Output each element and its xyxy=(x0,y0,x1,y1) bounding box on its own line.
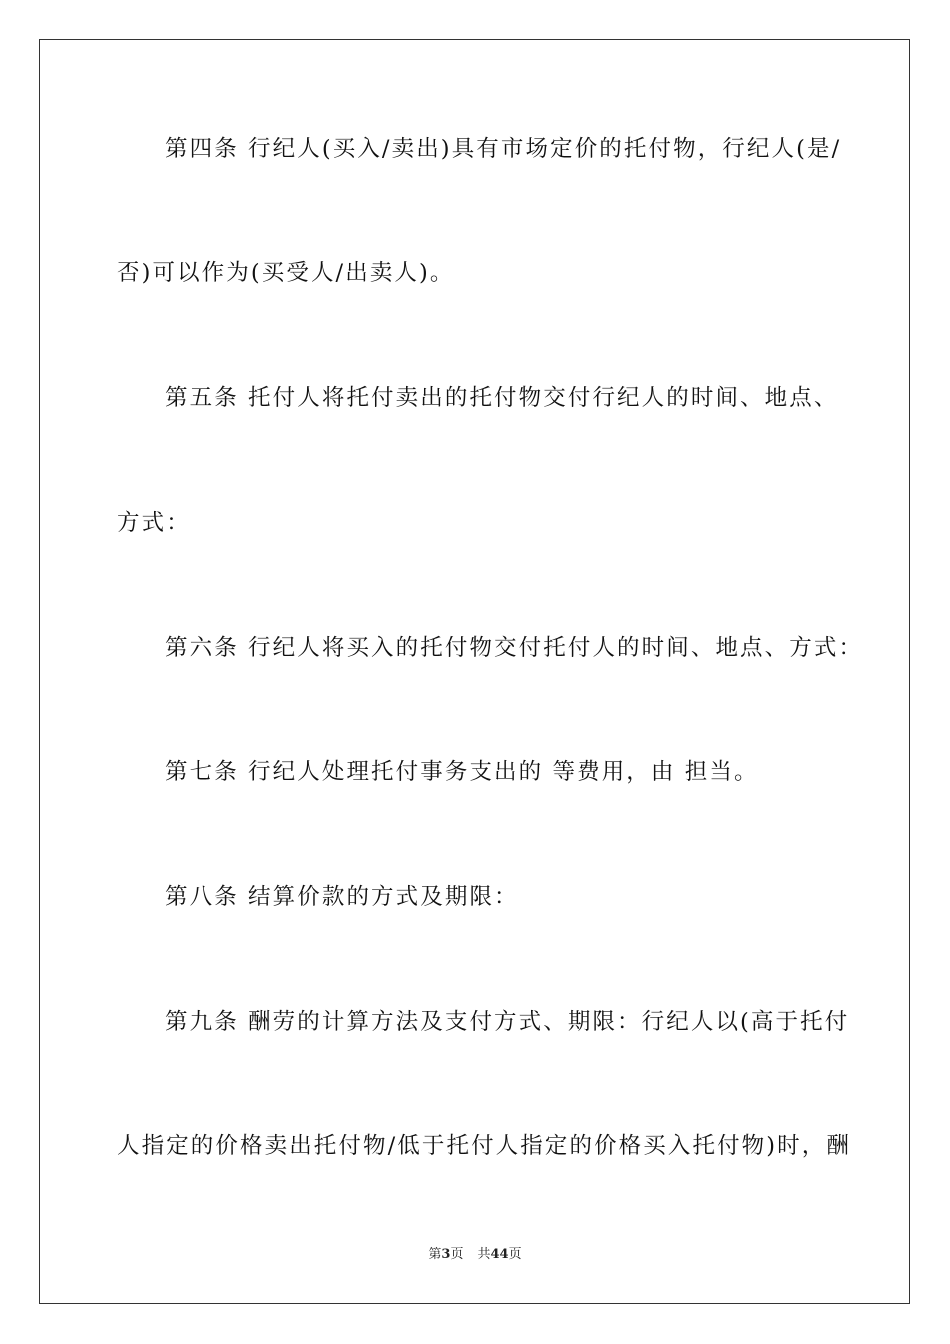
page-footer xyxy=(0,1246,950,1264)
article-6: 第六条 行纪人将买入的托付物交付托付人的时间、地点、方式： xyxy=(165,635,864,661)
total-suffix: 页 xyxy=(508,1247,522,1262)
page-number: 3 xyxy=(441,1247,451,1262)
total-prefix: 共 xyxy=(477,1247,491,1262)
page-prefix: 第 xyxy=(428,1247,442,1262)
article-4-line-2: 否)可以作为(买受人/出卖人)。 xyxy=(117,260,455,286)
article-9-line-1: 第九条 酬劳的计算方法及支付方式、期限：行纪人以(高于托付 xyxy=(165,1009,850,1035)
article-5-line-2: 方式： xyxy=(117,510,191,536)
page-border xyxy=(39,39,910,1304)
article-9-line-2: 人指定的价格卖出托付物/低于托付人指定的价格买入托付物)时，酬 xyxy=(117,1133,851,1159)
article-7: 第七条 行纪人处理托付事务支出的 等费用，由 担当。 xyxy=(165,759,759,785)
page-suffix: 页 xyxy=(450,1247,464,1262)
article-8: 第八条 结算价款的方式及期限： xyxy=(165,884,519,910)
article-4-line-1: 第四条 行纪人(买入/卖出)具有市场定价的托付物，行纪人(是/ xyxy=(165,136,842,162)
article-5-line-1: 第五条 托付人将托付卖出的托付物交付行纪人的时间、地点、 xyxy=(165,385,839,411)
total-pages: 44 xyxy=(490,1247,509,1262)
